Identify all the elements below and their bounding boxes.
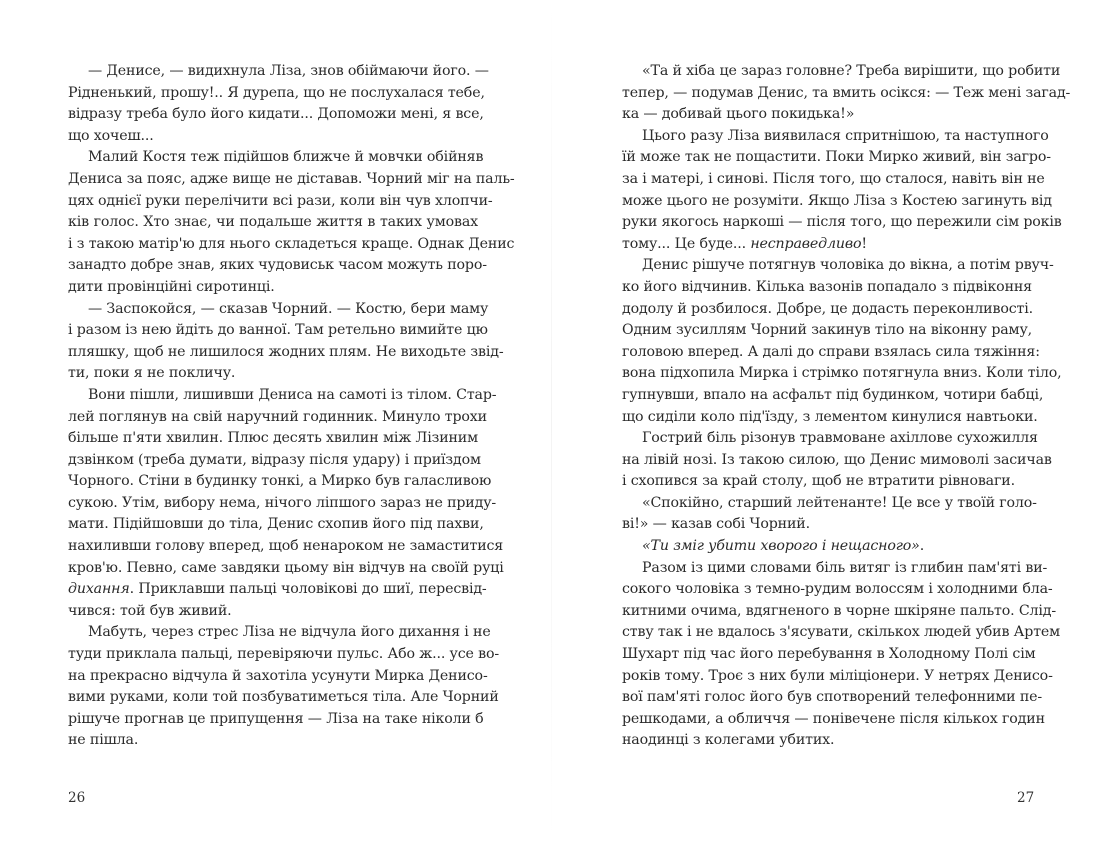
text-line: гупнувши, впало на асфальт під будинком, чотири бабці,	[622, 386, 1044, 403]
text-line: Мабуть, через стрес Ліза не відчула його дихання і не	[88, 624, 491, 641]
right-page-text	[622, 61, 1071, 752]
text-line: «Та й хіба це зараз головне? Треба вирішити, що робити	[642, 63, 1061, 79]
text-line: на прекрасно відчула й захотіла усунути Мирка Денисо-	[68, 667, 488, 684]
text-line: Одним зусиллям Чорний закинув тіло на віконну раму,	[622, 322, 1032, 339]
page-number-left: 26	[68, 790, 86, 806]
text-segment: .	[919, 538, 925, 555]
text-line: більше п'яти хвилин. Плюс десять хвилин між Лізиним	[68, 430, 478, 447]
text-line: кров'ю. Певно, саме завдяки цьому він відчув на своїй руці	[68, 559, 504, 576]
text-line	[622, 536, 1032, 558]
text-line: і разом із нею йдіть до ванної. Там ретельно вимийте цю	[68, 322, 488, 339]
text-line: Дениса за пояс, адже вище не діставав. Чорний міг на паль-	[68, 170, 515, 187]
italic-text: несправедливо	[750, 235, 862, 252]
paragraph	[622, 255, 1062, 428]
text-line: сокого чоловіка з темно-рудим волоссям і холодними бла-	[622, 581, 1053, 598]
text-line: чився: той був живий.	[68, 602, 232, 619]
text-line: не пішла.	[68, 732, 139, 749]
text-line: ків голос. Хто знає, чи подальше життя в таких умовах	[68, 214, 478, 231]
text-line: «Спокійно, старший лейтенанте! Це все у твоїй голо-	[642, 494, 1037, 511]
text-line: додолу й розбилося. Добре, це додасть переконливості.	[622, 300, 1033, 317]
text-line: вона підхопила Мирка і стрімко потягнула вниз. Коли тіло,	[622, 365, 1062, 382]
text-segment: . Приклавши пальці чоловікові до шиї, пересвід-	[129, 581, 487, 598]
text-line: головою вперед. А далі до справи взялась сила тяжіння:	[622, 343, 1040, 360]
text-line: Гострий біль різонув травмоване ахіллове сухожилля	[642, 430, 1038, 447]
text-line: вими руками, коли той позбуватиметься тіла. Але Чорний	[68, 689, 499, 706]
text-line: — Заспокойся, — сказав Чорний. — Костю, бери маму	[88, 300, 489, 317]
text-line: ти, поки я не покличу.	[68, 365, 236, 382]
text-line: сукою. Утім, вибору нема, нічого ліпшого зараз не приду-	[68, 494, 497, 511]
text-line: Вони пішли, лишивши Дениса на самоті із тілом. Стар-	[88, 386, 497, 403]
text-line: на лівій нозі. Із такою силою, що Денис мимоволі засичав	[622, 451, 1052, 468]
text-line: цях однієї руки перелічити всі рази, коли він чув хлопчи-	[68, 192, 493, 209]
paragraph	[622, 536, 1032, 558]
text-line: китними очима, вдягненого в чорне шкіряне пальто. Слід-	[622, 602, 1057, 619]
text-line: і схопився за край столу, щоб не втратити рівноваги.	[622, 473, 1015, 490]
paragraph	[622, 428, 1052, 493]
text-segment: !	[861, 235, 867, 252]
text-line	[622, 234, 1032, 256]
text-line: ві!» — казав собі Чорний.	[622, 516, 810, 533]
paragraph	[622, 126, 1062, 256]
paragraph	[68, 385, 504, 623]
text-line: Шухарт під час його перебування в Холодному Полі сім	[622, 646, 1036, 663]
text-line: що сиділи коло під'їзду, з лементом кинулися навтьоки.	[622, 408, 1038, 425]
text-line: і з такою матір'ю для нього складеться краще. Однак Денис	[68, 235, 515, 252]
text-line: занадто добре знав, яких чудовиськ часом можуть поро-	[68, 257, 487, 274]
text-line: решкодами, а обличчя — понівечене після кількох годин	[622, 710, 1045, 727]
text-line: їй може так не пощастити. Поки Мирко живий, він загро-	[622, 149, 1051, 166]
book-gutter	[551, 0, 552, 844]
text-line: рішуче прогнав це припущення — Ліза на таке ніколи б	[68, 710, 484, 727]
text-line: тепер, — подумав Денис, та вмить осікся: — Теж мені загад-	[622, 84, 1071, 101]
text-line: Чорного. Стіни в будинку тонкі, а Мирко був галасливою	[68, 473, 492, 490]
text-line: Рідненький, прошу!.. Я дурепа, що не послухалася тебе,	[68, 84, 485, 101]
text-line: — Денисе, — видихнула Ліза, знов обіймаючи його. —	[88, 63, 489, 79]
text-line: дзвінком (треба думати, відразу після удару) і приїздом	[68, 451, 481, 468]
paragraph	[622, 558, 1061, 752]
paragraph	[68, 147, 515, 298]
text-line: наодинці з колегами убитих.	[622, 732, 835, 749]
text-line: ко його відчинив. Кілька вазонів попадало з підвіконня	[622, 278, 1032, 295]
text-line: нахиливши голову вперед, щоб ненароком не замаститися	[68, 538, 504, 555]
italic-text: дихання	[68, 581, 130, 598]
page-number-right: 27	[1017, 790, 1035, 806]
text-line: за і матері, і синові. Після того, що сталося, навіть він не	[622, 170, 1045, 187]
paragraph	[68, 622, 500, 752]
text-line: вої пам'яті голос його був спотворений телефонними пе-	[622, 689, 1043, 706]
text-line: руки якогось наркоші — після того, що пережили сім років	[622, 214, 1062, 231]
text-line: ка — добивай цього покидька!»	[622, 106, 855, 123]
text-line: дити провінційні сиротинці.	[68, 278, 275, 295]
text-line: туди приклала пальці, перевіряючи пульс. Або ж... усе во-	[68, 646, 500, 663]
paragraph	[622, 493, 1037, 536]
text-line: Малий Костя теж підійшов ближче й мовчки обійняв	[88, 149, 484, 166]
text-line: років тому. Троє з них були міліціонери. У нетрях Денисо-	[622, 667, 1053, 684]
text-line: Разом із цими словами біль витяг із глибин пам'яті ви-	[642, 559, 1048, 576]
left-page-text	[68, 61, 515, 752]
paragraph	[68, 61, 489, 147]
italic-text: «Ти зміг убити хворого і нещасного»	[642, 538, 920, 555]
text-line: Денис рішуче потягнув чоловіка до вікна, а потім рвуч-	[642, 257, 1054, 274]
text-line: ству так і не вдалось з'ясувати, скількох людей убив Артем	[622, 624, 1061, 641]
text-line: Цього разу Ліза виявилася спритнішою, та наступного	[642, 127, 1049, 144]
text-line: пляшку, щоб не лишилося жодних плям. Не виходьте звід-	[68, 343, 504, 360]
paragraph	[622, 61, 1071, 126]
text-line: може цього не розуміти. Якщо Ліза з Костею загинуть від	[622, 192, 1052, 209]
text-line: мати. Підійшовши до тіла, Денис схопив його під пахви,	[68, 516, 484, 533]
text-line: що хочеш...	[68, 127, 154, 144]
text-line: відразу треба було його кидати... Допоможи мені, я все,	[68, 106, 484, 123]
text-line: лей поглянув на свій наручний годинник. Минуло трохи	[68, 408, 487, 425]
paragraph	[68, 299, 504, 385]
text-segment: тому... Це буде...	[622, 235, 751, 252]
text-line	[68, 579, 487, 601]
